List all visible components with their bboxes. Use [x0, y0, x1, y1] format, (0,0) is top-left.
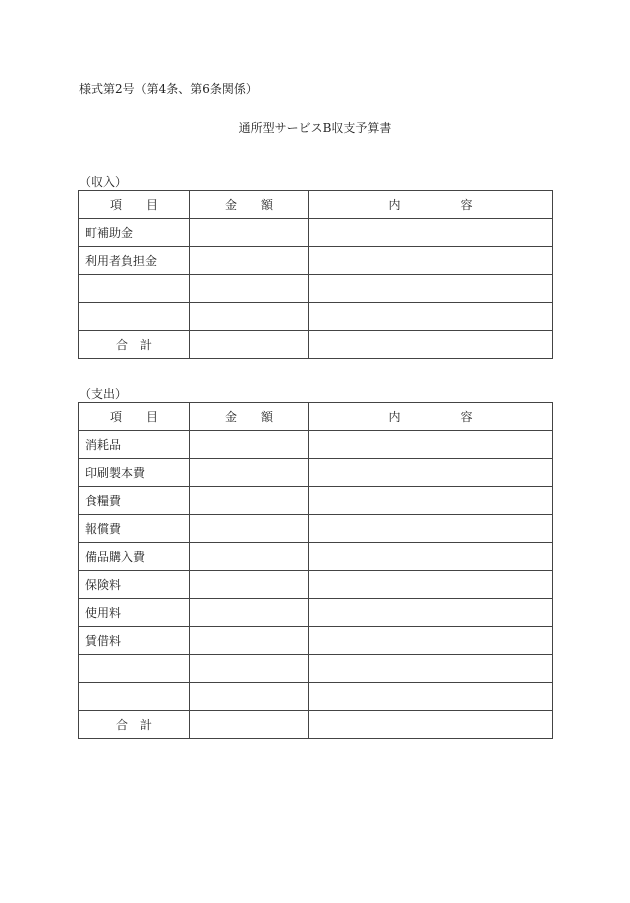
income-header-content: 内 容 — [309, 191, 553, 219]
expense-amount-cell[interactable] — [190, 515, 309, 543]
income-content-cell[interactable] — [309, 275, 553, 303]
income-header-row — [79, 191, 553, 219]
expense-content-cell[interactable] — [309, 599, 553, 627]
expense-content-cell[interactable] — [309, 655, 553, 683]
expense-item-cell: 消耗品 — [79, 431, 190, 459]
expense-section-label: （支出） — [79, 387, 128, 401]
expense-item-cell: 報償費 — [79, 515, 190, 543]
income-item-cell: 利用者負担金 — [79, 247, 190, 275]
table-row — [79, 431, 553, 459]
expense-item-cell: 印刷製本費 — [79, 459, 190, 487]
income-item-cell[interactable] — [79, 303, 190, 331]
income-amount-cell[interactable] — [190, 275, 309, 303]
table-row — [79, 219, 553, 247]
expense-table — [78, 402, 553, 739]
expense-total-amount-cell[interactable] — [190, 711, 309, 739]
table-row — [79, 247, 553, 275]
income-total-label: 合 計 — [79, 331, 190, 359]
income-amount-cell[interactable] — [190, 219, 309, 247]
expense-amount-cell[interactable] — [190, 459, 309, 487]
expense-content-cell[interactable] — [309, 543, 553, 571]
income-header-item: 項 目 — [79, 191, 190, 219]
table-row — [79, 487, 553, 515]
expense-content-cell[interactable] — [309, 627, 553, 655]
table-row — [79, 683, 553, 711]
income-section-label: （収入） — [79, 175, 128, 189]
income-total-row — [79, 331, 553, 359]
table-row — [79, 515, 553, 543]
expense-content-cell[interactable] — [309, 515, 553, 543]
income-item-cell[interactable] — [79, 275, 190, 303]
table-row — [79, 627, 553, 655]
expense-content-cell[interactable] — [309, 431, 553, 459]
income-total-amount-cell[interactable] — [190, 331, 309, 359]
expense-total-content-cell[interactable] — [309, 711, 553, 739]
income-amount-cell[interactable] — [190, 303, 309, 331]
table-row — [79, 571, 553, 599]
expense-item-cell[interactable] — [79, 683, 190, 711]
expense-amount-cell[interactable] — [190, 431, 309, 459]
expense-header-content: 内 容 — [309, 403, 553, 431]
expense-total-row — [79, 711, 553, 739]
income-amount-cell[interactable] — [190, 247, 309, 275]
expense-content-cell[interactable] — [309, 459, 553, 487]
income-item-cell: 町補助金 — [79, 219, 190, 247]
expense-item-cell: 備品購入費 — [79, 543, 190, 571]
table-row — [79, 459, 553, 487]
income-content-cell[interactable] — [309, 247, 553, 275]
expense-item-cell: 使用料 — [79, 599, 190, 627]
expense-item-cell: 食糧費 — [79, 487, 190, 515]
expense-amount-cell[interactable] — [190, 543, 309, 571]
expense-item-cell: 保険料 — [79, 571, 190, 599]
expense-amount-cell[interactable] — [190, 683, 309, 711]
income-content-cell[interactable] — [309, 303, 553, 331]
expense-content-cell[interactable] — [309, 683, 553, 711]
expense-amount-cell[interactable] — [190, 655, 309, 683]
expense-item-cell: 賃借料 — [79, 627, 190, 655]
form-number: 様式第2号（第4条、第6条関係） — [79, 82, 258, 96]
expense-content-cell[interactable] — [309, 487, 553, 515]
table-row — [79, 599, 553, 627]
expense-amount-cell[interactable] — [190, 599, 309, 627]
table-row — [79, 543, 553, 571]
table-row — [79, 275, 553, 303]
expense-amount-cell[interactable] — [190, 627, 309, 655]
expense-amount-cell[interactable] — [190, 571, 309, 599]
expense-total-label: 合 計 — [79, 711, 190, 739]
income-header-amount: 金 額 — [190, 191, 309, 219]
expense-amount-cell[interactable] — [190, 487, 309, 515]
income-total-content-cell[interactable] — [309, 331, 553, 359]
expense-header-row — [79, 403, 553, 431]
document-title: 通所型サービスB収支予算書 — [238, 121, 392, 135]
expense-header-item: 項 目 — [79, 403, 190, 431]
expense-content-cell[interactable] — [309, 571, 553, 599]
expense-item-cell[interactable] — [79, 655, 190, 683]
income-content-cell[interactable] — [309, 219, 553, 247]
table-row — [79, 655, 553, 683]
income-table — [78, 190, 553, 359]
table-row — [79, 303, 553, 331]
expense-header-amount: 金 額 — [190, 403, 309, 431]
